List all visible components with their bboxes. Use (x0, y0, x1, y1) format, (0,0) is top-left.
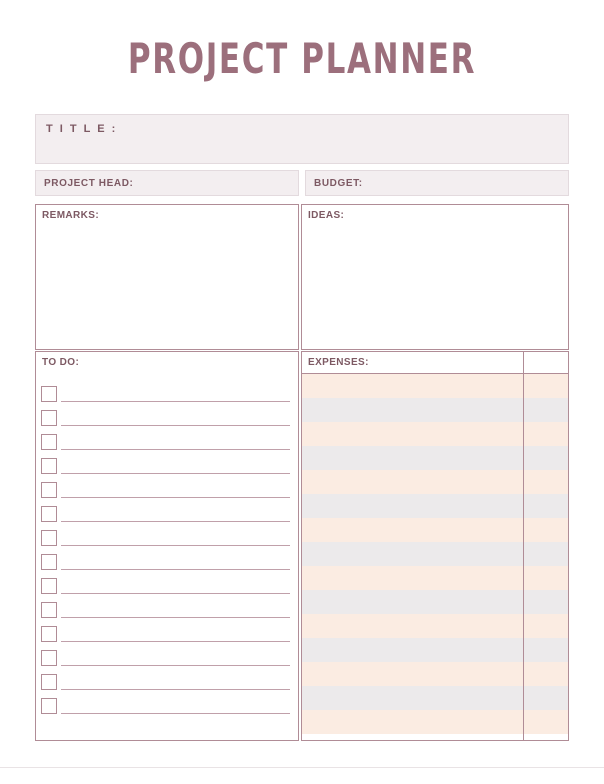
expenses-label: EXPENSES: (308, 357, 369, 368)
expenses-header (302, 352, 568, 374)
checkbox-icon[interactable] (41, 410, 57, 426)
expense-amount-cell[interactable] (524, 446, 568, 470)
todo-item-line[interactable] (61, 617, 290, 618)
todo-item[interactable] (36, 648, 298, 672)
expense-item-cell[interactable] (302, 686, 523, 710)
budget-label: BUDGET: (314, 178, 363, 189)
todo-item[interactable] (36, 672, 298, 696)
title-label: T I T L E : (46, 123, 118, 135)
todo-item-line[interactable] (61, 689, 290, 690)
expense-item-cell[interactable] (302, 638, 523, 662)
expense-row[interactable] (302, 614, 568, 638)
expense-amount-cell[interactable] (524, 398, 568, 422)
expense-amount-cell[interactable] (524, 662, 568, 686)
checkbox-icon[interactable] (41, 458, 57, 474)
checkbox-icon[interactable] (41, 506, 57, 522)
checkbox-icon[interactable] (41, 650, 57, 666)
todo-item-line[interactable] (61, 641, 290, 642)
expense-row[interactable] (302, 518, 568, 542)
expense-amount-cell[interactable] (524, 470, 568, 494)
checkbox-icon[interactable] (41, 626, 57, 642)
todo-item-line[interactable] (61, 449, 290, 450)
checkbox-icon[interactable] (41, 530, 57, 546)
todo-item[interactable] (36, 696, 298, 720)
expense-row[interactable] (302, 686, 568, 710)
project-head-label: PROJECT HEAD: (44, 178, 134, 189)
ideas-section[interactable] (301, 204, 569, 350)
expense-item-cell[interactable] (302, 494, 523, 518)
todo-item-line[interactable] (61, 497, 290, 498)
expenses-section (301, 351, 569, 741)
todo-item-line[interactable] (61, 425, 290, 426)
expense-row[interactable] (302, 446, 568, 470)
page-title: PROJECT PLANNER (127, 34, 477, 83)
expense-row[interactable] (302, 398, 568, 422)
todo-item[interactable] (36, 600, 298, 624)
todo-item[interactable] (36, 552, 298, 576)
expense-item-cell[interactable] (302, 662, 523, 686)
checkbox-icon[interactable] (41, 674, 57, 690)
todo-item[interactable] (36, 504, 298, 528)
expense-item-cell[interactable] (302, 422, 523, 446)
checkbox-icon[interactable] (41, 698, 57, 714)
expense-item-cell[interactable] (302, 446, 523, 470)
todo-item-line[interactable] (61, 569, 290, 570)
checkbox-icon[interactable] (41, 578, 57, 594)
checkbox-icon[interactable] (41, 602, 57, 618)
expense-amount-cell[interactable] (524, 686, 568, 710)
expense-row[interactable] (302, 590, 568, 614)
expense-row[interactable] (302, 710, 568, 734)
todo-item[interactable] (36, 456, 298, 480)
title-field-band[interactable] (35, 114, 569, 164)
todo-item[interactable] (36, 432, 298, 456)
todo-item-line[interactable] (61, 473, 290, 474)
expense-item-cell[interactable] (302, 590, 523, 614)
todo-item[interactable] (36, 528, 298, 552)
expense-item-cell[interactable] (302, 374, 523, 398)
expenses-rows (302, 374, 568, 734)
todo-item[interactable] (36, 624, 298, 648)
expense-amount-cell[interactable] (524, 638, 568, 662)
expense-item-cell[interactable] (302, 398, 523, 422)
expense-item-cell[interactable] (302, 566, 523, 590)
expense-amount-cell[interactable] (524, 542, 568, 566)
expense-row[interactable] (302, 374, 568, 398)
expense-row[interactable] (302, 638, 568, 662)
expense-amount-cell[interactable] (524, 518, 568, 542)
todo-item[interactable] (36, 408, 298, 432)
expense-row[interactable] (302, 470, 568, 494)
todo-label: TO DO: (42, 357, 80, 368)
page-bottom-divider (0, 767, 604, 768)
checkbox-icon[interactable] (41, 434, 57, 450)
expense-amount-cell[interactable] (524, 590, 568, 614)
remarks-section[interactable] (35, 204, 299, 350)
ideas-label: IDEAS: (308, 210, 345, 221)
todo-item-line[interactable] (61, 713, 290, 714)
checkbox-icon[interactable] (41, 386, 57, 402)
todo-section (35, 351, 299, 741)
expense-row[interactable] (302, 542, 568, 566)
todo-item-line[interactable] (61, 401, 290, 402)
expense-item-cell[interactable] (302, 470, 523, 494)
checkbox-icon[interactable] (41, 482, 57, 498)
remarks-label: REMARKS: (42, 210, 100, 221)
todo-item[interactable] (36, 480, 298, 504)
todo-item-line[interactable] (61, 593, 290, 594)
todo-item-line[interactable] (61, 665, 290, 666)
todo-item-line[interactable] (61, 521, 290, 522)
expense-amount-cell[interactable] (524, 374, 568, 398)
todo-item-line[interactable] (61, 545, 290, 546)
checkbox-icon[interactable] (41, 554, 57, 570)
expense-amount-cell[interactable] (524, 494, 568, 518)
expense-row[interactable] (302, 422, 568, 446)
expense-item-cell[interactable] (302, 542, 523, 566)
expense-item-cell[interactable] (302, 710, 523, 734)
todo-item[interactable] (36, 576, 298, 600)
expense-amount-cell[interactable] (524, 614, 568, 638)
expense-row[interactable] (302, 566, 568, 590)
expense-amount-cell[interactable] (524, 566, 568, 590)
expense-row[interactable] (302, 662, 568, 686)
budget-field[interactable] (305, 170, 569, 196)
expense-item-cell[interactable] (302, 518, 523, 542)
expense-item-cell[interactable] (302, 614, 523, 638)
todo-item[interactable] (36, 384, 298, 408)
expense-amount-cell[interactable] (524, 710, 568, 734)
project-head-field[interactable] (35, 170, 299, 196)
expense-row[interactable] (302, 494, 568, 518)
expense-amount-cell[interactable] (524, 422, 568, 446)
todo-list (36, 384, 298, 720)
